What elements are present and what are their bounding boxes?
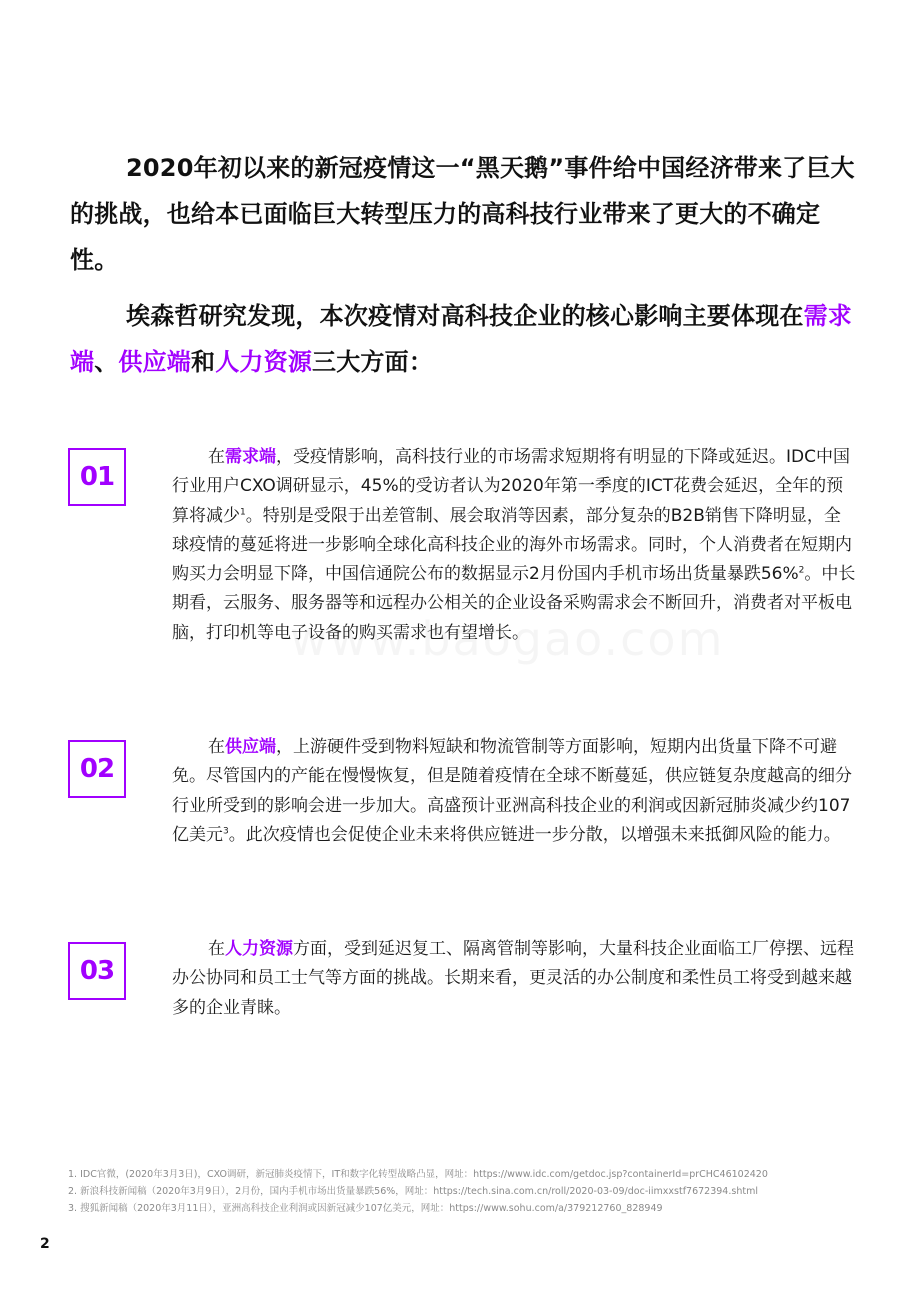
lead-paragraph-1: 2020年初以来的新冠疫情这一“黑天鹅”事件给中国经济带来了巨大的挑战，也给本已面临巨大转型压力的高科技行业带来了更大的不确定性。 bbox=[70, 154, 855, 274]
lead2-separator-1: 、 bbox=[94, 348, 119, 376]
section-paragraph-demand bbox=[172, 443, 857, 648]
lead2-suffix: 三大方面： bbox=[312, 348, 434, 376]
section1-pre: 在 bbox=[208, 447, 225, 467]
section2-text-a: ，上游硬件受到物料短缺和物流管制等方面影响，短期内出货量下降不可避免。尽管国内的产能在慢慢恢复，但是随着疫情在全球不断蔓延，供应链复杂度越高的细分行业所受到的影响会进一步加大。高盛预计亚洲高科技企业的利润或因新冠肺炎减少约107亿美元 bbox=[172, 737, 852, 845]
section1-text-b: 。特别是受限于出差管制、展会取消等因素，部分复杂的B2B销售下降明显，全球疫情的蔓延将进一步影响全球化高科技企业的海外市场需求。同时，个人消费者在短期内购买力会明显下降，中国信通院公布的数据显示2月份国内手机市场出货量暴跌56% bbox=[172, 505, 852, 585]
footnote-item-2: 2. 新浪科技新闻稿（2020年3月9日），2月份，国内手机市场出货量暴跌56%，网址：https://tech.sina.com.cn/roll/2020-03-09/doc-iimxxstf7672394.shtml bbox=[68, 1186, 758, 1197]
highlight-supply-side: 供应端 bbox=[118, 348, 192, 376]
section-number-badge-02: 02 bbox=[68, 740, 126, 798]
footnotes-list bbox=[68, 1166, 868, 1217]
section3-text-a: 方面，受到延迟复工、隔离管制等影响，大量科技企业面临工厂停摆、远程办公协同和员工士气等方面的挑战。长期来看，更灵活的办公制度和柔性员工将受到越来越多的企业青睐。 bbox=[172, 939, 854, 1018]
section2-text-b: 。此次疫情也会促使企业未来将供应链进一步分散，以增强未来抵御风险的能力。 bbox=[228, 824, 841, 845]
section2-pre: 在 bbox=[208, 737, 225, 757]
footnote-ref-2: 2 bbox=[798, 565, 805, 576]
section-paragraph-hr bbox=[172, 935, 857, 1023]
footnote-item-3: 3. 搜狐新闻稿（2020年3月11日），亚洲高科技企业利润或因新冠减少107亿美元，网址：https://www.sohu.com/a/379212760_828949 bbox=[68, 1203, 663, 1214]
footnote-ref-1: 1 bbox=[240, 506, 246, 517]
section1-text-c: 。中长期看，云服务、服务器等和远程办公相关的企业设备采购需求会不断回升，消费者对平板电脑，打印机等电子设备的购买需求也有望增长。 bbox=[172, 564, 856, 643]
highlight-demand-side: 需求端 bbox=[70, 302, 853, 376]
section-paragraph-supply bbox=[172, 733, 857, 850]
lead2-separator-2: 和 bbox=[191, 348, 216, 376]
lead2-prefix: 埃森哲研究发现，本次疫情对高科技企业的核心影响主要体现在 bbox=[126, 302, 804, 330]
footnote-ref-3: 3 bbox=[223, 826, 229, 837]
section3-pre: 在 bbox=[208, 939, 225, 959]
highlight-human-resources: 人力资源 bbox=[215, 348, 313, 376]
page-number: 2 bbox=[40, 1236, 50, 1252]
section2-keyword: 供应端 bbox=[225, 737, 276, 757]
section1-keyword: 需求端 bbox=[225, 447, 276, 467]
section-number-badge-01: 01 bbox=[68, 448, 126, 506]
section3-keyword: 人力资源 bbox=[225, 939, 293, 959]
section1-text-a: ，受疫情影响，高科技行业的市场需求短期将有明显的下降或延迟。IDC中国行业用户CXO调研显示，45%的受访者认为2020年第一季度的ICT花费会延迟，全年的预算将减少 bbox=[172, 447, 850, 526]
section-number-badge-03: 03 bbox=[68, 942, 126, 1000]
lead-paragraph-2 bbox=[70, 293, 860, 385]
footnote-item-1: 1. IDC官微，(2020年3月3日)，CXO调研，新冠肺炎疫情下，IT和数字化转型战略凸显，网址：https://www.idc.com/getdoc.jsp?containerId=prCHC46102420 bbox=[68, 1169, 768, 1180]
